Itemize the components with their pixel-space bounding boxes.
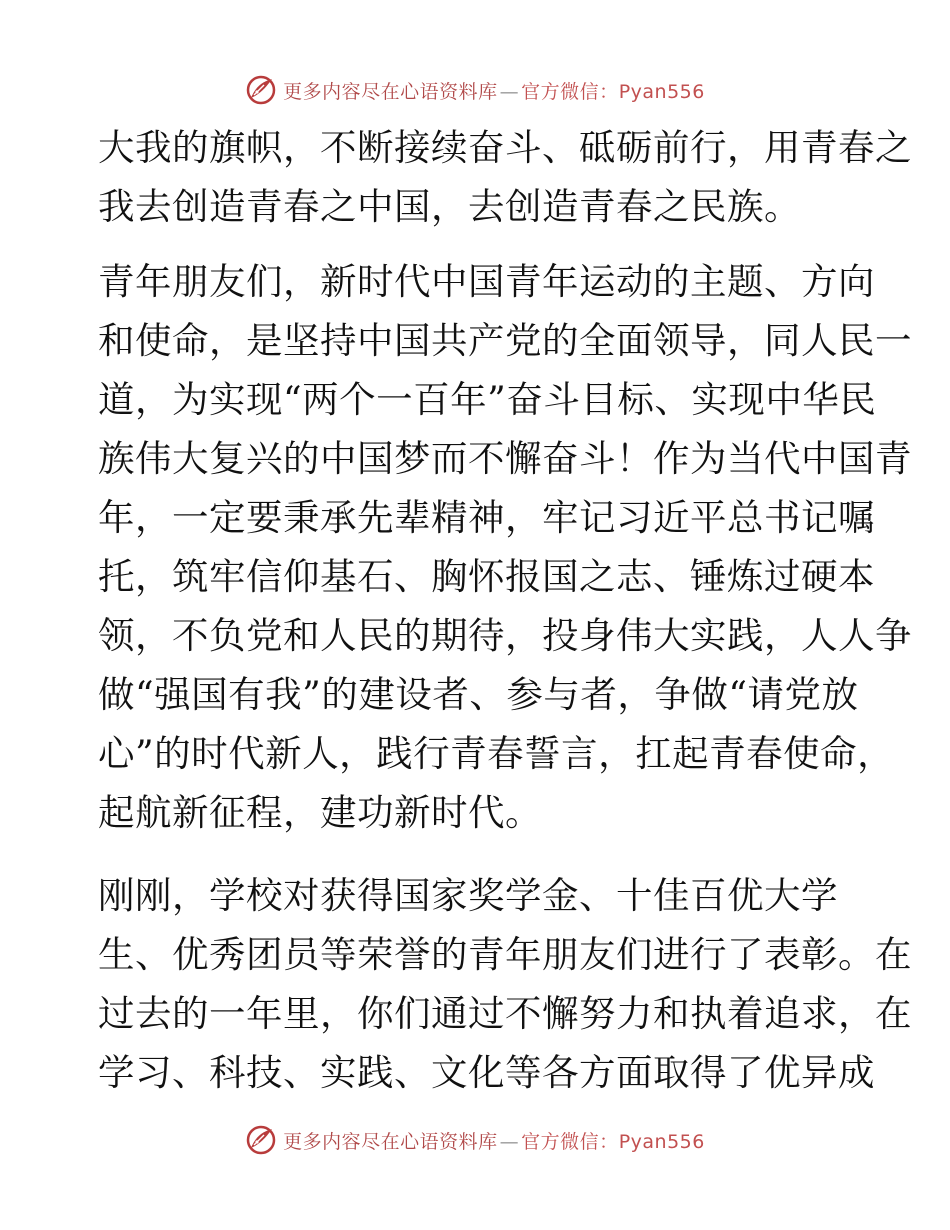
- footer-banner-content: [245, 1124, 705, 1156]
- header-wechat-id: Pyan556: [618, 80, 705, 103]
- paragraph-2: [98, 252, 912, 842]
- text-line: 我去创造青春之中国，去创造青春之民族。: [98, 185, 801, 228]
- header-banner-content: [245, 74, 705, 106]
- header-dash: —: [499, 80, 520, 103]
- footer-dash: —: [499, 1130, 520, 1153]
- text-line: 学习、科技、实践、文化等各方面取得了优异成: [98, 1051, 875, 1094]
- text-line: 托，筑牢信仰基石、胸怀报国之志、锤炼过硬本: [98, 555, 875, 598]
- text-line: 青年朋友们，新时代中国青年运动的主题、方向: [98, 260, 875, 303]
- pen-nib-logo-icon: [245, 1124, 277, 1156]
- footer-brand-text: 更多内容尽在心语资料库: [283, 1130, 498, 1153]
- paragraph-3: [98, 866, 912, 1102]
- footer-wechat-label: 官方微信：: [521, 1130, 619, 1153]
- text-line: 过去的一年里，你们通过不懈努力和执着追求，在: [98, 992, 912, 1035]
- text-line: 领，不负党和人民的期待，投身伟大实践，人人争: [98, 614, 912, 657]
- pen-nib-logo-icon: [245, 74, 277, 106]
- header-brand-text: 更多内容尽在心语资料库: [283, 80, 498, 103]
- footer-wechat-id: Pyan556: [618, 1130, 705, 1153]
- header-banner-text: [283, 77, 705, 104]
- text-line: 做“强国有我”的建设者、参与者，争做“请党放: [98, 673, 859, 716]
- text-line: 生、优秀团员等荣誉的青年朋友们进行了表彰。在: [98, 933, 912, 976]
- text-line: 起航新征程，建功新时代。: [98, 791, 542, 834]
- text-line: 心”的时代新人，践行青春誓言，扛起青春使命，: [98, 732, 895, 775]
- text-line: 和使命，是坚持中国共产党的全面领导，同人民一: [98, 319, 912, 362]
- footer-banner-text: [283, 1127, 705, 1154]
- header-wechat-label: 官方微信：: [521, 80, 619, 103]
- text-line: 刚刚，学校对获得国家奖学金、十佳百优大学: [98, 874, 838, 917]
- paragraph-1: [98, 118, 912, 236]
- document-body: [98, 118, 912, 1102]
- text-line: 族伟大复兴的中国梦而不懈奋斗！作为当代中国青: [98, 437, 912, 480]
- text-line: 大我的旗帜，不断接续奋斗、砥砺前行，用青春之: [98, 126, 912, 169]
- text-line: 年，一定要秉承先辈精神，牢记习近平总书记嘱: [98, 496, 875, 539]
- text-line: 道，为实现“两个一百年”奋斗目标、实现中华民: [98, 378, 877, 421]
- footer-banner: [0, 1120, 950, 1160]
- header-banner: [0, 70, 950, 110]
